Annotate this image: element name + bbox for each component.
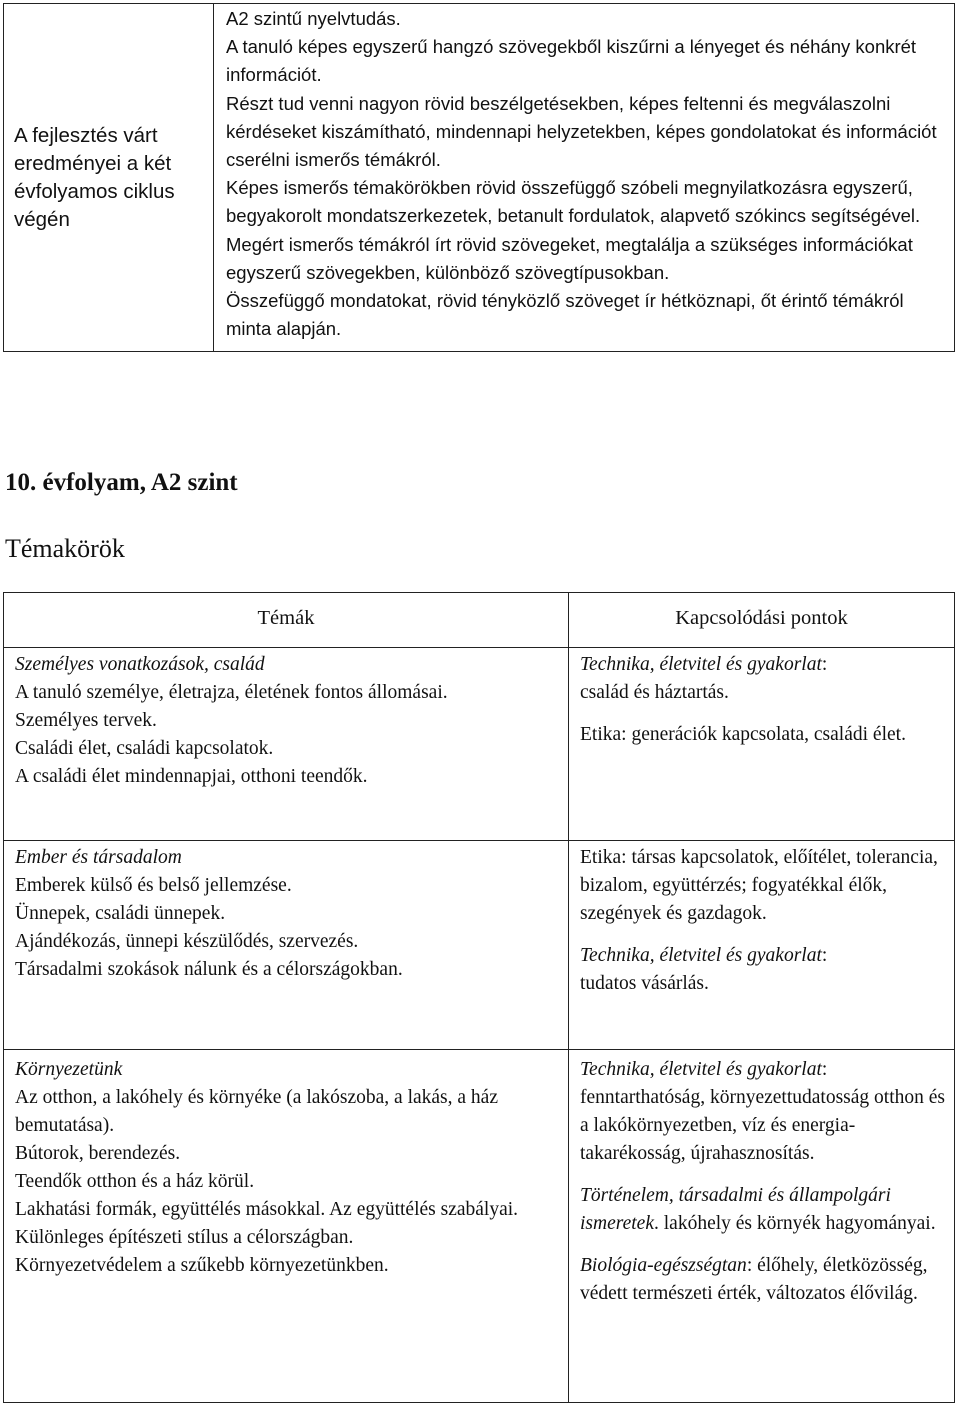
link-subject: Etika xyxy=(580,847,622,868)
topics-table-header xyxy=(4,593,955,648)
topics-table xyxy=(3,592,955,1403)
link-separator: : xyxy=(821,1059,828,1080)
outcomes-label: A fejlesztés várt eredményei a két évfolyamos ciklus végén xyxy=(4,4,214,352)
link-text: fenntarthatóság, környezettudatosság otthon és a lakókörnyezetben, víz és energia-takarékosság, újrahasznosítás. xyxy=(580,1087,945,1164)
link-separator: : xyxy=(746,1255,753,1276)
topic-item: Ünnepek, családi ünnepek. xyxy=(15,903,226,924)
outcome-paragraph: Összefüggő mondatokat, rövid tényközlő szöveget ír hétköznapi, őt érintő témákról minta alapján. xyxy=(226,290,904,340)
topic-item: Különleges építészeti stílus a célországban. xyxy=(15,1227,354,1248)
link-entry xyxy=(580,844,946,928)
link-separator: : xyxy=(621,724,627,745)
link-entry xyxy=(580,1182,946,1238)
link-separator: : xyxy=(621,847,627,868)
link-entry xyxy=(580,651,946,707)
table-row xyxy=(4,841,955,1050)
link-entry xyxy=(580,721,946,749)
topic-title: Ember és társadalom xyxy=(15,847,182,868)
topic-cell xyxy=(4,648,569,841)
outcomes-table xyxy=(3,3,955,352)
link-text: társas kapcsolatok, előítélet, tolerancia, bizalom, együttérzés; fogyatékkal élők, szegények és gazdagok. xyxy=(580,847,938,924)
links-cell xyxy=(569,841,955,1050)
link-text: tudatos vásárlás. xyxy=(580,973,709,994)
outcome-paragraph: A2 szintű nyelvtudás. xyxy=(226,8,401,29)
topic-item: Személyes tervek. xyxy=(15,710,157,731)
link-separator: : xyxy=(821,945,828,966)
link-entry xyxy=(580,1056,946,1168)
link-text: család és háztartás. xyxy=(580,682,729,703)
topic-item: Családi élet, családi kapcsolatok. xyxy=(15,738,274,759)
topic-cell xyxy=(4,841,569,1050)
link-text: lakóhely és környék hagyományai. xyxy=(663,1213,936,1234)
column-header-topics: Témák xyxy=(4,593,569,648)
table-row xyxy=(4,1050,955,1403)
link-text: generációk kapcsolata, családi élet. xyxy=(631,724,906,745)
links-cell xyxy=(569,648,955,841)
topic-item: Környezetvédelem a szűkebb környezetünkben. xyxy=(15,1255,389,1276)
link-subject: Technika, életvitel és gyakorlat xyxy=(580,1059,822,1080)
topic-cell xyxy=(4,1050,569,1403)
topic-item: Emberek külső és belső jellemzése. xyxy=(15,875,292,896)
table-row xyxy=(4,648,955,841)
outcome-paragraph: Képes ismerős témakörökben rövid összefüggő szóbeli megnyilatkozásra egyszerű, begyakorolt mondatszerkezetek, betanult fordulatok, alapvető szókincs segítségével. xyxy=(226,177,921,227)
topic-title: Környezetünk xyxy=(15,1059,123,1080)
link-text: élőhely, életközösség, védett természeti érték, változatos élővilág. xyxy=(580,1255,928,1304)
column-header-links: Kapcsolódási pontok xyxy=(569,593,955,648)
outcome-paragraph: Megért ismerős témákról írt rövid szövegeket, megtalálja a szükséges információkat egyszerű szövegekben, különböző szövegtípusokban. xyxy=(226,233,913,283)
topic-item: Ajándékozás, ünnepi készülődés, szervezés. xyxy=(15,931,359,952)
link-separator: . xyxy=(654,1213,659,1234)
topics-heading: Témakörök xyxy=(5,534,125,563)
topic-item: Társadalmi szokások nálunk és a célországokban. xyxy=(15,959,403,980)
link-subject: Technika, életvitel és gyakorlat xyxy=(580,945,822,966)
link-subject: Technika, életvitel és gyakorlat xyxy=(580,654,822,675)
topic-title: Személyes vonatkozások, család xyxy=(15,654,265,675)
outcomes-row xyxy=(4,4,955,352)
outcome-paragraph: A tanuló képes egyszerű hangzó szövegekből kiszűrni a lényeget és néhány konkrét információt. xyxy=(226,36,917,86)
outcome-paragraph: Részt tud venni nagyon rövid beszélgetésekben, képes feltenni és megválaszolni kérdéseket kiszámítható, mindennapi helyzetekben, képes gondolatokat és információt cserélni ismerős témákról. xyxy=(226,92,937,171)
topic-item: A családi élet mindennapjai, otthoni teendők. xyxy=(15,766,368,787)
topic-item: Teendők otthon és a ház körül. xyxy=(15,1171,255,1192)
topic-item: Az otthon, a lakóhely és környéke (a lakószoba, a lakás, a ház bemutatása). xyxy=(15,1087,498,1136)
topic-item: Lakhatási formák, együttélés másokkal. Az együttélés szabályai. xyxy=(15,1199,519,1220)
link-subject: Biológia-egészségtan xyxy=(580,1255,747,1276)
outcomes-content xyxy=(214,4,955,352)
link-separator: : xyxy=(821,654,828,675)
link-entry xyxy=(580,1252,946,1308)
links-cell xyxy=(569,1050,955,1403)
link-subject: Történelem, társadalmi és állampolgári ismeretek xyxy=(580,1185,891,1234)
link-subject: Etika xyxy=(580,724,622,745)
section-heading: 10. évfolyam, A2 szint xyxy=(5,469,238,496)
topic-item: Bútorok, berendezés. xyxy=(15,1143,181,1164)
topic-item: A tanuló személye, életrajza, életének fontos állomásai. xyxy=(15,682,448,703)
link-entry xyxy=(580,942,946,998)
